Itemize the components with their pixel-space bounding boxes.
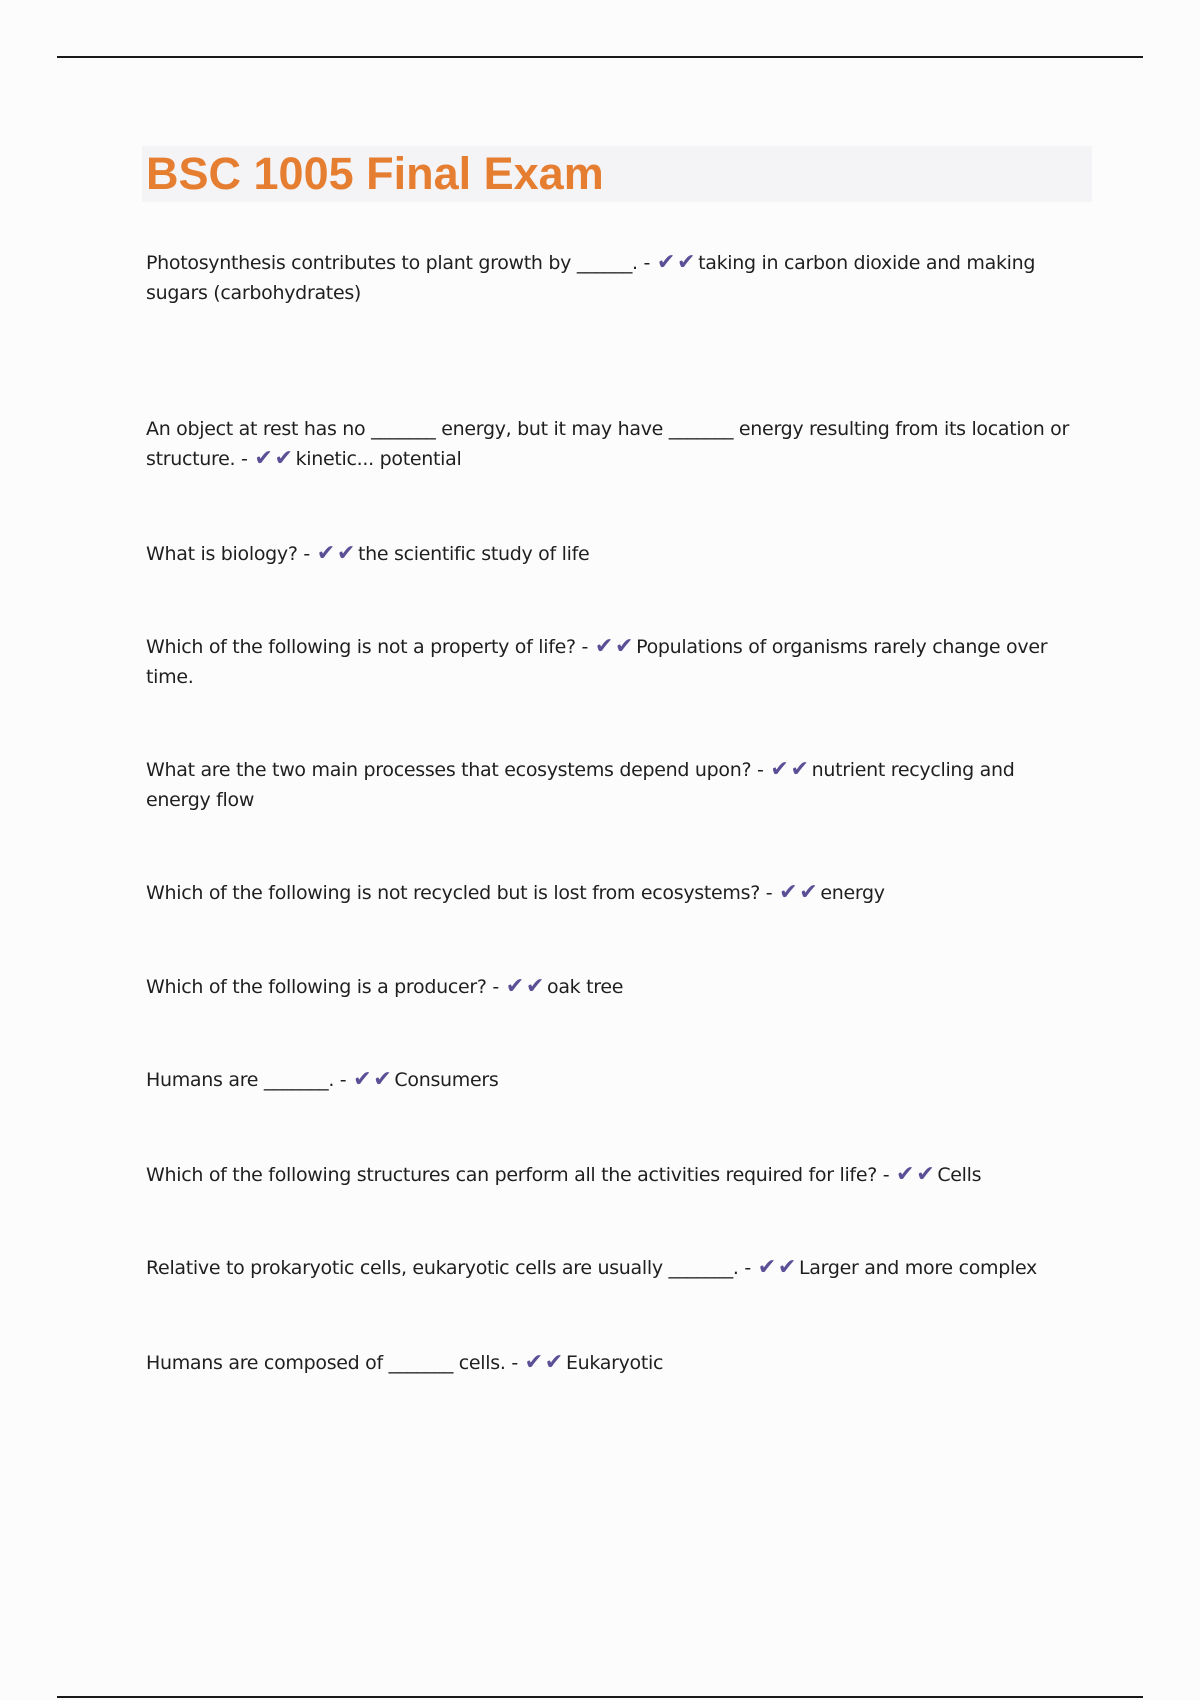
question-text: Humans are _______. - [146,1069,347,1091]
check-icon: ✔ [916,1162,935,1187]
question-text: What is biology? - [146,543,310,565]
answer-text: taking in carbon dioxide and making sugars (carbohydrates) [146,252,1036,304]
check-icon: ✔ [505,974,524,999]
check-icon: ✔ [254,446,273,471]
answer-text: kinetic... potential [295,448,462,470]
qa-item-5 [146,755,1076,815]
question-text: Photosynthesis contributes to plant growth by ______. - [146,252,651,274]
check-icon: ✔ [896,1162,915,1187]
qa-item-8 [146,1065,1076,1095]
check-icon: ✔ [524,1350,543,1375]
check-icon: ✔ [274,446,293,471]
qa-item-1 [146,248,1076,308]
check-icon: ✔ [594,634,613,659]
check-icon: ✔ [656,250,675,275]
answer-text: energy [820,882,885,904]
answer-text: Cells [937,1164,982,1186]
qa-item-6 [146,878,1076,908]
qa-item-10 [146,1253,1076,1283]
bottom-divider [57,1696,1143,1698]
answer-text: the scientific study of life [357,543,590,565]
question-text: Relative to prokaryotic cells, eukaryotic cells are usually _______. - [146,1257,751,1279]
qa-item-2 [146,414,1076,474]
top-divider [57,56,1143,58]
question-text: Which of the following is not recycled but is lost from ecosystems? - [146,882,773,904]
check-icon: ✔ [777,1255,797,1280]
answer-text: Larger and more complex [799,1257,1037,1279]
check-icon: ✔ [770,757,789,782]
qa-item-11 [146,1348,1076,1378]
check-icon: ✔ [336,541,355,566]
answer-text: nutrient recycling and energy flow [146,759,1015,811]
question-text: Which of the following is not a property of life? - [146,636,589,658]
check-icon: ✔ [353,1067,372,1092]
check-icon: ✔ [790,757,809,782]
check-icon: ✔ [316,541,335,566]
question-text: An object at rest has no _______ energy, but it may have _______ energy resulting from its location or structure. - [146,418,1070,470]
check-icon: ✔ [757,1255,776,1280]
check-icon: ✔ [525,974,545,999]
document-title: BSC 1005 Final Exam [146,148,604,199]
qa-item-3 [146,539,1076,569]
answer-text: Consumers [394,1069,499,1091]
check-icon: ✔ [799,880,818,905]
check-icon: ✔ [544,1350,563,1375]
qa-item-9 [146,1160,1076,1190]
check-icon: ✔ [779,880,798,905]
check-icon: ✔ [676,250,696,275]
check-icon: ✔ [614,634,634,659]
answer-text: Populations of organisms rarely change over time. [146,636,1048,688]
question-text: What are the two main processes that ecosystems depend upon? - [146,759,764,781]
question-text: Which of the following structures can perform all the activities required for life? - [146,1164,890,1186]
answer-text: oak tree [547,976,624,998]
qa-item-7 [146,972,1076,1002]
question-text: Which of the following is a producer? - [146,976,499,998]
check-icon: ✔ [373,1067,392,1092]
qa-item-4 [146,632,1076,692]
question-text: Humans are composed of _______ cells. - [146,1352,518,1374]
answer-text: Eukaryotic [565,1352,664,1374]
